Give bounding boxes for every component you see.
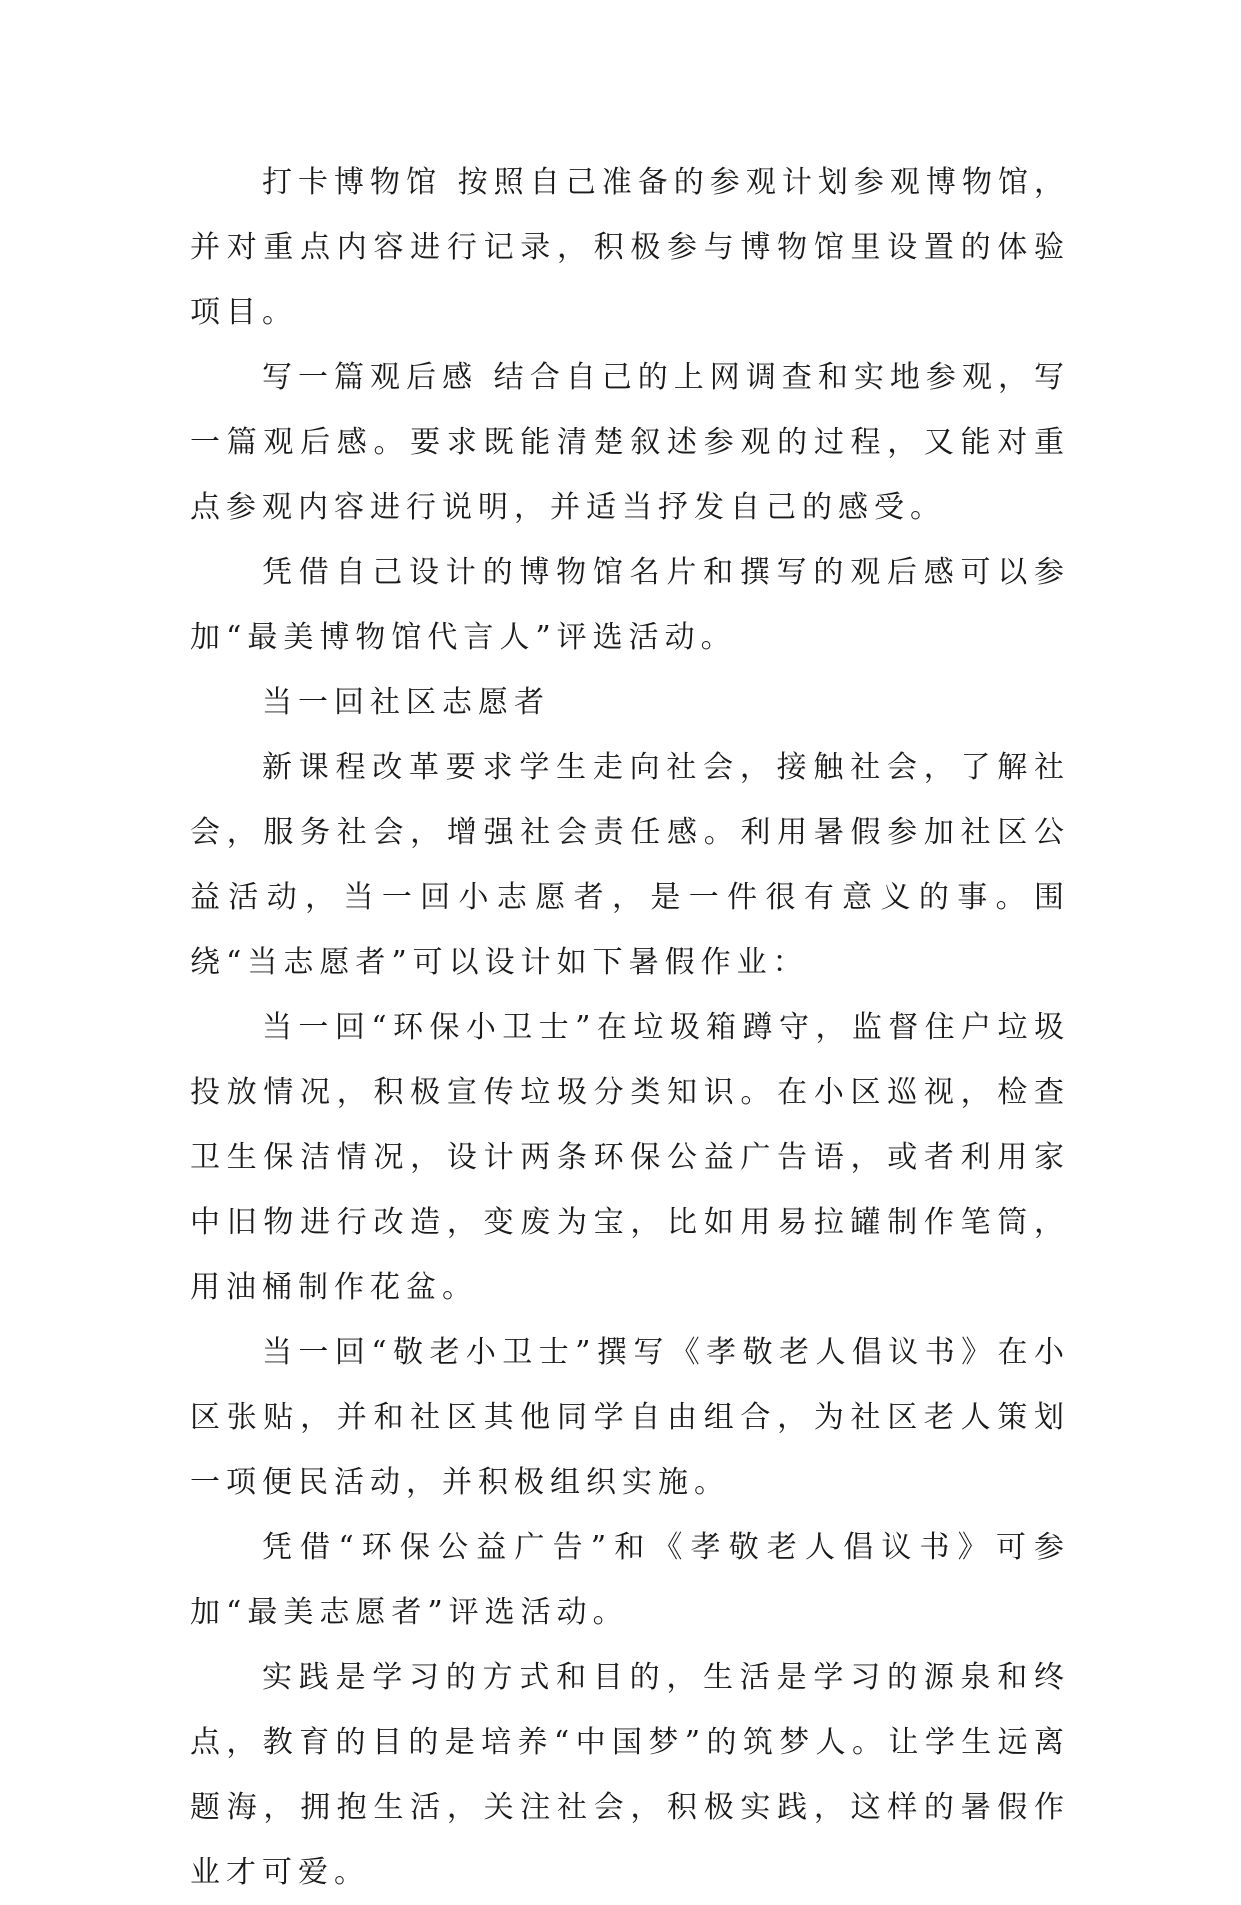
document-body <box>190 150 1070 1905</box>
paragraph-curriculum-reform: 新课程改革要求学生走向社会，接触社会，了解社会，服务社会，增强社会责任感。利用暑假参加社区公益活动，当一回小志愿者，是一件很有意义的事。围绕“当志愿者”可以设计如下暑假作业： <box>190 750 1070 980</box>
section-heading-community-volunteer: 当一回社区志愿者 <box>262 685 550 720</box>
paragraph-write-review: 写一篇观后感 结合自己的上网调查和实地参观，写一篇观后感。要求既能清楚叙述参观的过程，又能对重点参观内容进行说明，并适当抒发自己的感受。 <box>190 360 1070 525</box>
paragraph-conclusion: 实践是学习的方式和目的，生活是学习的源泉和终点，教育的目的是培养“中国梦”的筑梦人。让学生远离题海，拥抱生活，关注社会，积极实践，这样的暑假作业才可爱。 <box>190 1660 1070 1890</box>
paragraph-elderly-care: 当一回“敬老小卫士”撰写《孝敬老人倡议书》在小区张贴，并和社区其他同学自由组合，为社区老人策划一项便民活动，并积极组织实施。 <box>190 1335 1070 1500</box>
paragraph-museum-visit: 打卡博物馆 按照自己准备的参观计划参观博物馆，并对重点内容进行记录，积极参与博物馆里设置的体验项目。 <box>190 165 1070 330</box>
paragraph-best-volunteer: 凭借“环保公益广告”和《孝敬老人倡议书》可参加“最美志愿者”评选活动。 <box>190 1530 1070 1630</box>
paragraph-environment-guard: 当一回“环保小卫士”在垃圾箱蹲守，监督住户垃圾投放情况，积极宣传垃圾分类知识。在小区巡视，检查卫生保洁情况，设计两条环保公益广告语，或者利用家中旧物进行改造，变废为宝，比如用易拉罐制作笔筒，用油桶制作花盆。 <box>190 1010 1070 1305</box>
paragraph-museum-ambassador: 凭借自己设计的博物馆名片和撰写的观后感可以参加“最美博物馆代言人”评选活动。 <box>190 555 1070 655</box>
